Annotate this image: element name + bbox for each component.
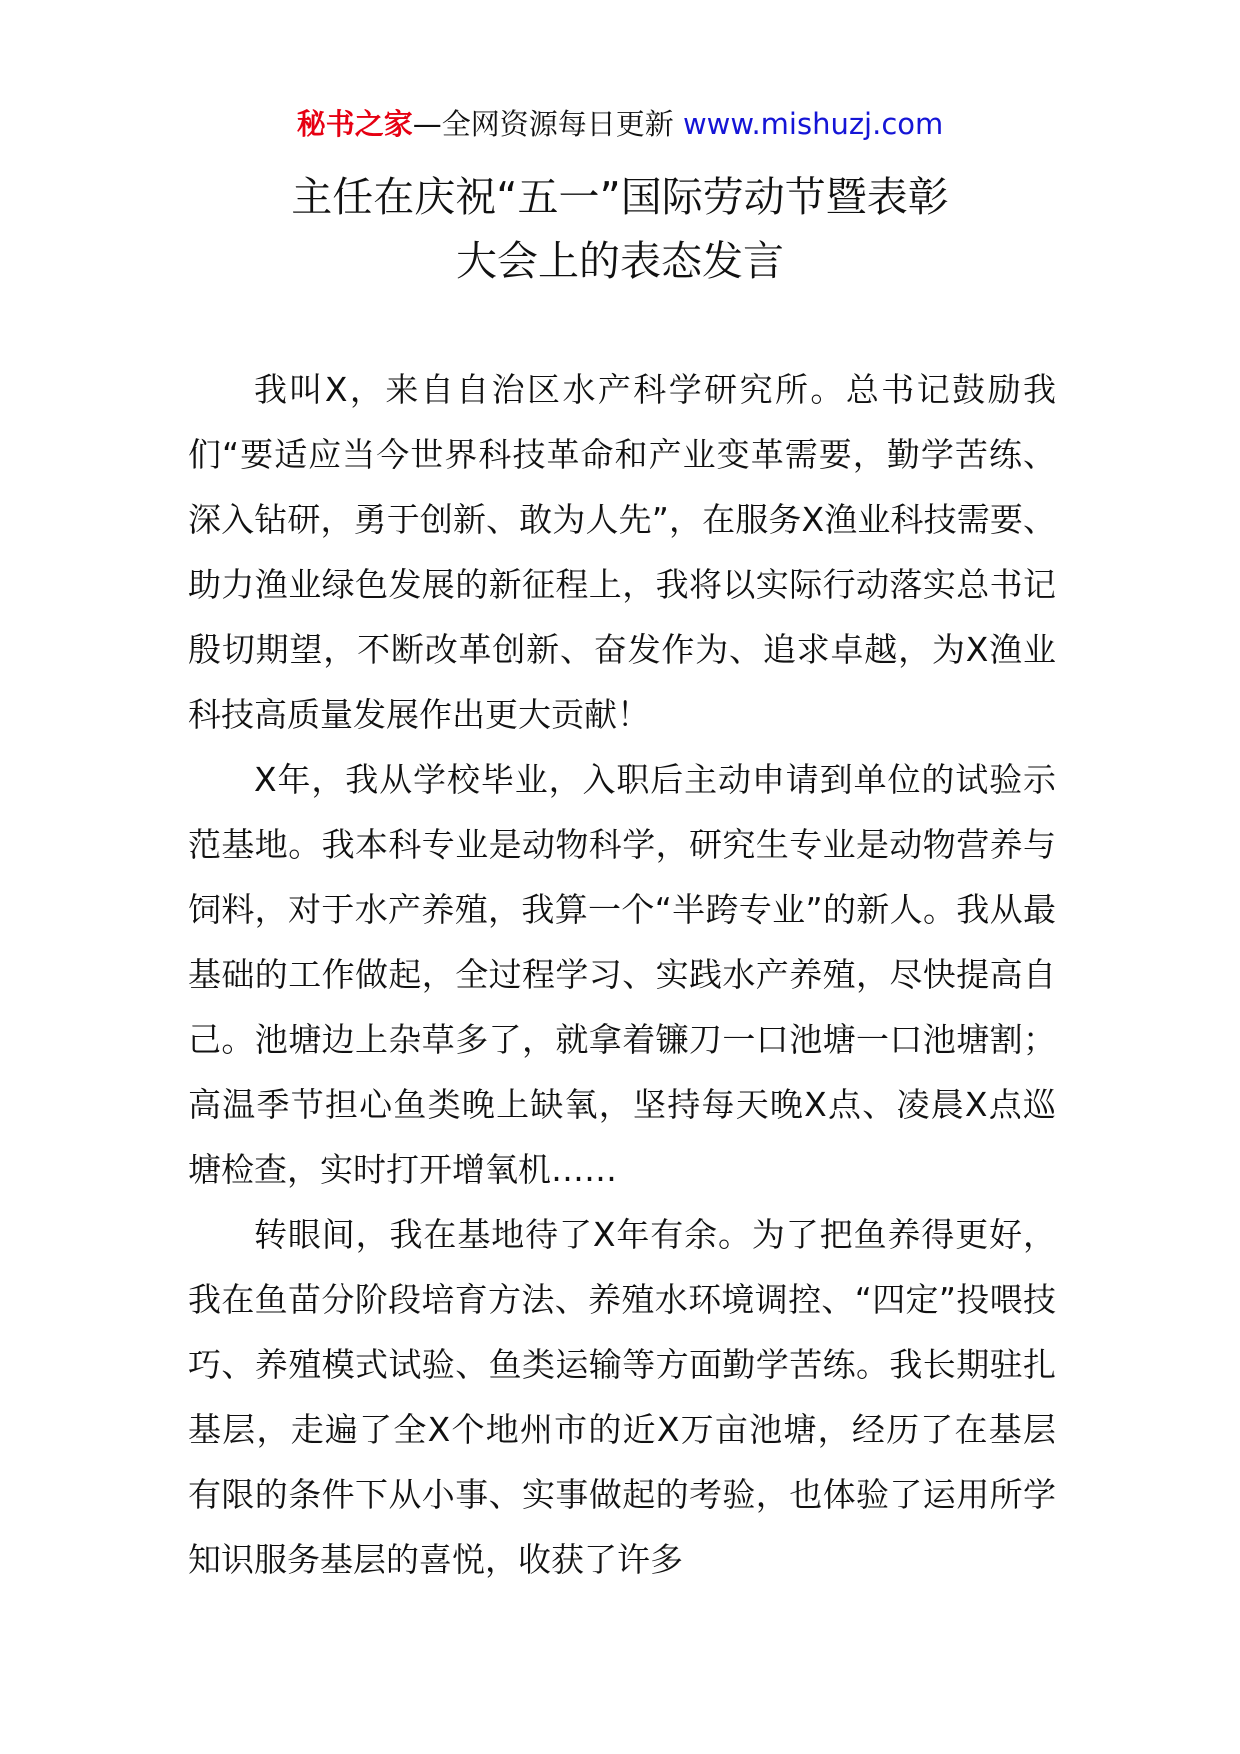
body-paragraph-1: 我叫X，来自自治区水产科学研究所。总书记鼓励我们“要适应当今世界科技革命和产业变革需要，勤学苦练、深入钻研，勇于创新、敢为人先”，在服务X渔业科技需要、助力渔业绿色发展的新征程上，我将以实际行动落实总书记殷切期望，不断改革创新、奋发作为、追求卓越，为X渔业科技高质量发展作出更大贡献！ bbox=[188, 370, 1056, 734]
document-body bbox=[188, 357, 1056, 1592]
site-tagline: —全网资源每日更新 bbox=[412, 107, 674, 141]
body-paragraph-2: X年，我从学校毕业，入职后主动申请到单位的试验示范基地。我本科专业是动物科学，研究生专业是动物营养与饲料，对于水产养殖，我算一个“半跨专业”的新人。我从最基础的工作做起，全过程学习、实践水产养殖，尽快提高自己。池塘边上杂草多了，就拿着镰刀一口池塘一口池塘割；高温季节担心鱼类晚上缺氧，坚持每天晚X点、凌晨X点巡塘检查，实时打开增氧机…… bbox=[188, 760, 1056, 1189]
site-brand: 秘书之家 bbox=[296, 107, 413, 141]
document-title bbox=[0, 165, 1240, 293]
site-header bbox=[0, 104, 1240, 144]
site-url-link[interactable]: www.mishuzj.com bbox=[682, 107, 944, 141]
body-paragraph-3: 转眼间，我在基地待了X年有余。为了把鱼养得更好，我在鱼苗分阶段培育方法、养殖水环境调控、“四定”投喂技巧、养殖模式试验、鱼类运输等方面勤学苦练。我长期驻扎基层，走遍了全X个地州市的近X万亩池塘，经历了在基层有限的条件下从小事、实事做起的考验，也体验了运用所学知识服务基层的喜悦，收获了许多 bbox=[188, 1215, 1056, 1579]
title-line-1: 主任在庆祝“五一”国际劳动节暨表彰 bbox=[291, 173, 949, 221]
title-line-2: 大会上的表态发言 bbox=[456, 237, 784, 285]
